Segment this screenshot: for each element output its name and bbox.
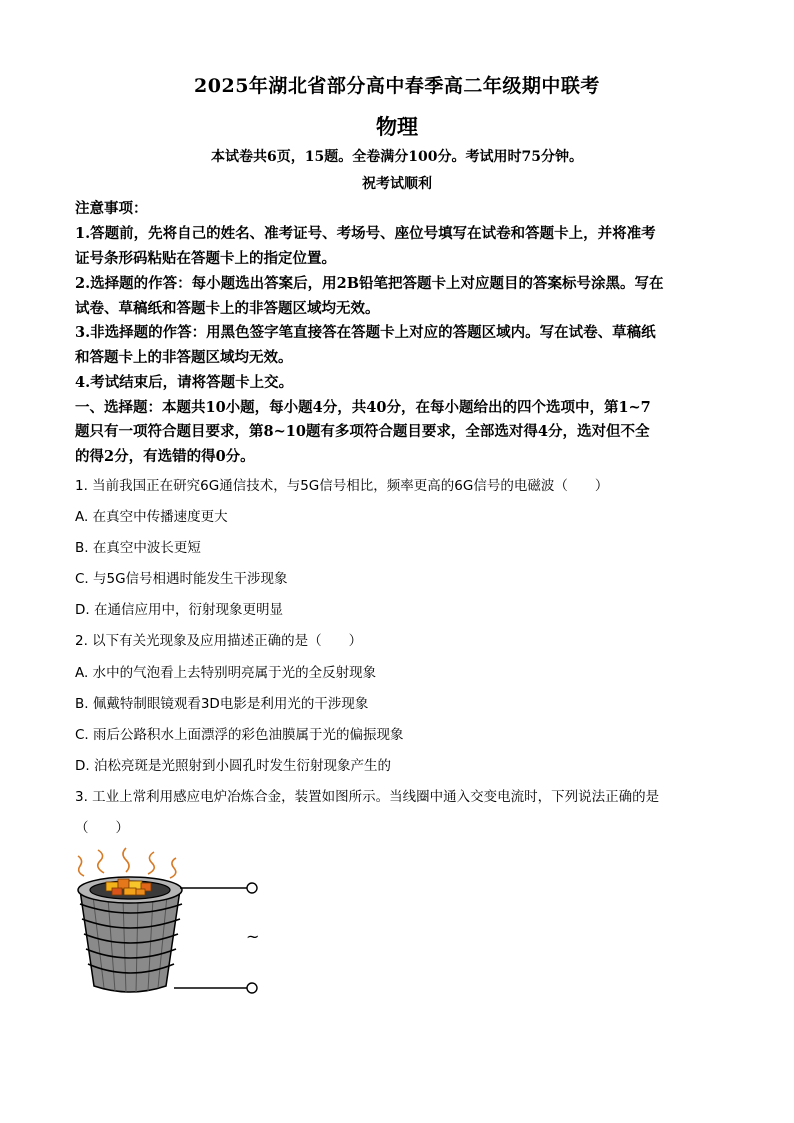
exam-wish: 祝考试顺利 bbox=[362, 176, 432, 192]
question-3-stem-continued: （ ） bbox=[75, 820, 129, 836]
section-instruction-line: 一、选择题：本题共10小题，每小题4分，共40分，在每小题给出的四个选项中，第1~7 bbox=[75, 399, 651, 416]
notice-line: 试卷、草稿纸和答题卡上的非答题区域均无效。 bbox=[75, 300, 380, 317]
question-2-stem: 2. 以下有关光现象及应用描述正确的是（ ） bbox=[75, 633, 363, 649]
induction-furnace-figure bbox=[68, 846, 268, 1001]
heat-waves bbox=[78, 848, 176, 878]
ac-symbol: ~ bbox=[246, 927, 260, 946]
notice-line: 证号条形码粘贴在答题卡上的指定位置。 bbox=[75, 250, 336, 267]
terminal-top bbox=[247, 883, 257, 893]
notice-line: 1.答题前，先将自己的姓名、准考证号、考场号、座位号填写在试卷和答题卡上，并将准考 bbox=[75, 225, 656, 242]
notice-line: 4.考试结束后，请将答题卡上交。 bbox=[75, 374, 294, 391]
question-1-option-b: B. 在真空中波长更短 bbox=[75, 540, 201, 556]
section-instruction-line: 题只有一项符合题目要求，第8~10题有多项符合题目要求，全部选对得4分，选对但不全 bbox=[75, 423, 650, 440]
notice-heading: 注意事项： bbox=[75, 200, 148, 217]
question-1-option-a: A. 在真空中传播速度更大 bbox=[75, 509, 228, 525]
question-2-option-d: D. 泊松亮斑是光照射到小圆孔时发生衍射现象产生的 bbox=[75, 758, 391, 774]
question-2-option-b: B. 佩戴特制眼镜观看3D电影是利用光的干涉现象 bbox=[75, 696, 369, 712]
question-1-option-d: D. 在通信应用中，衍射现象更明显 bbox=[75, 602, 283, 618]
question-1-option-c: C. 与5G信号相遇时能发生干涉现象 bbox=[75, 571, 288, 587]
question-2-option-a: A. 水中的气泡看上去特别明亮属于光的全反射现象 bbox=[75, 665, 377, 681]
question-2-option-c: C. 雨后公路积水上面漂浮的彩色油膜属于光的偏振现象 bbox=[75, 727, 404, 743]
notice-line: 和答题卡上的非答题区域均无效。 bbox=[75, 349, 293, 366]
terminal-bottom bbox=[247, 983, 257, 993]
notice-line: 3.非选择题的作答：用黑色签字笔直接答在答题卡上对应的答题区域内。写在试卷、草稿纸 bbox=[75, 324, 656, 341]
notice-line: 2.选择题的作答：每小题选出答案后，用2B铅笔把答题卡上对应题目的答案标号涂黑。写在 bbox=[75, 275, 664, 292]
exam-intro: 本试卷共6页，15题。全卷满分100分。考试用时75分钟。 bbox=[211, 149, 583, 165]
exam-title: 2025年湖北省部分高中春季高二年级期中联考 bbox=[194, 75, 600, 97]
section-instruction-line: 的得2分，有选错的得0分。 bbox=[75, 448, 255, 465]
crucible-body bbox=[80, 890, 180, 992]
question-1-stem: 1. 当前我国正在研究6G通信技术，与5G信号相比，频率更高的6G信号的电磁波（ ） bbox=[75, 478, 609, 494]
question-3-stem: 3. 工业上常利用感应电炉冶炼合金，装置如图所示。当线圈中通入交变电流时，下列说法正确的是 bbox=[75, 789, 660, 805]
subject-title: 物理 bbox=[376, 114, 418, 139]
